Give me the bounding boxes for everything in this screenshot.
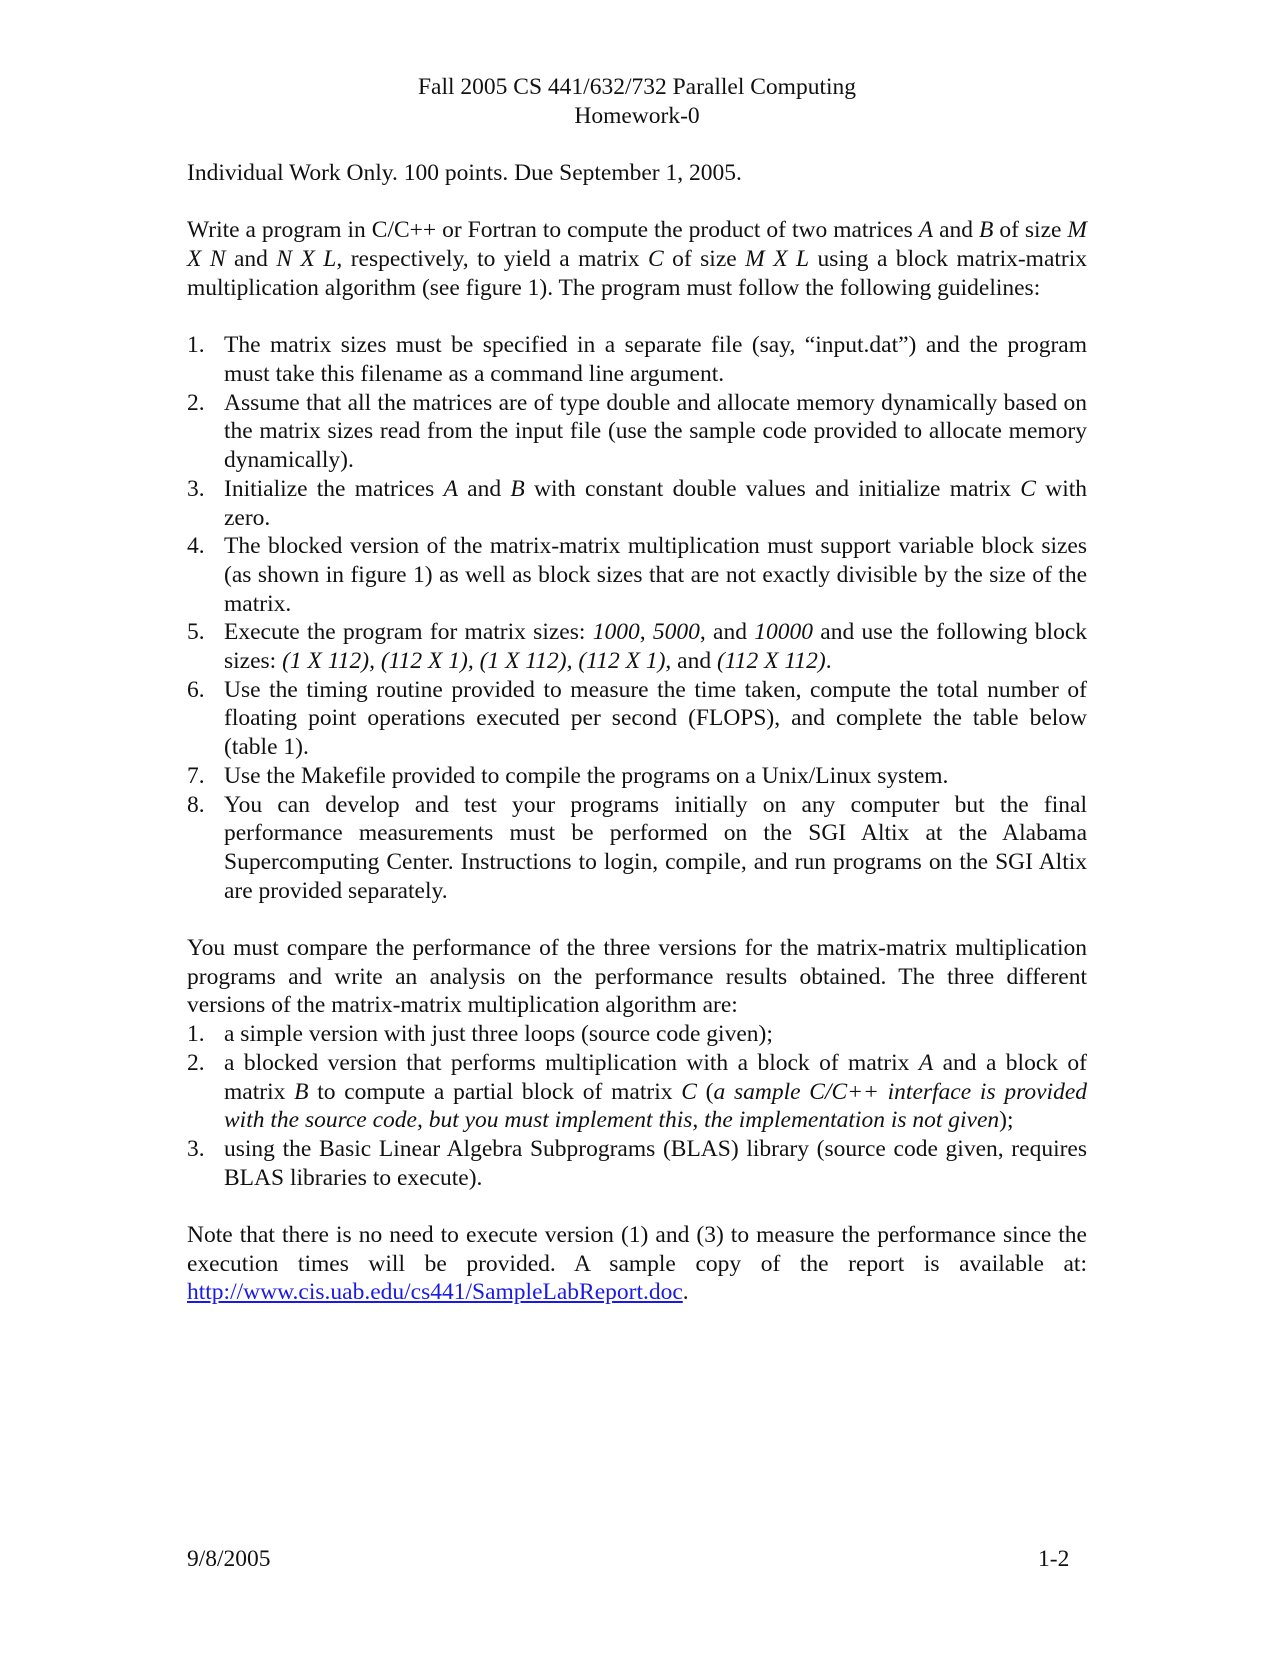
note-paragraph: Note that there is no need to execute version (1) and (3) to measure the performance since the execution times will be provided. A sample copy of the report is available at: http://www.cis.uab.edu/cs441/SampleLabReport.doc.: [187, 1222, 1087, 1306]
guideline-item: 5. Execute the program for matrix sizes: 1000, 5000, and 10000 and use the following block sizes: (1 X 112), (112 X 1), (1 X 112), (112 X 1), and (112 X 112).: [187, 619, 1088, 675]
course-title: Fall 2005 CS 441/632/732 Parallel Computing: [417, 74, 857, 100]
guideline-item: 2. Assume that all the matrices are of type double and allocate memory dynamically based on the matrix sizes read from the input file (use the sample code provided to allocate memory dynamically).: [187, 389, 1087, 474]
guideline-item: 1. The matrix sizes must be specified in a separate file (say, “input.dat”) and the program must take this filename as a command line argument.: [187, 332, 1087, 387]
footer-date: 9/8/2005: [187, 1546, 271, 1572]
guideline-item: 8. You can develop and test your programs initially on any computer but the final performance measurements must be performed on the SGI Altix at the Alabama Supercomputing Center. Instructions to login, compile, and run programs on the SGI Altix are provided separately.: [187, 791, 1087, 904]
version-item: 3. using the Basic Linear Algebra Subprograms (BLAS) library (source code given, requires BLAS libraries to execute).: [187, 1135, 1087, 1191]
version-item: 1. a simple version with just three loops (source code given);: [187, 1021, 773, 1048]
guideline-item: 4. The blocked version of the matrix-matrix multiplication must support variable block sizes (as shown in figure 1) as well as block sizes that are not exactly divisible by the size of the matrix.: [187, 533, 1087, 617]
guideline-item: 3. Initialize the matrices A and B with constant double values and initialize matrix C with zero.: [187, 475, 1088, 531]
sample-report-link[interactable]: http://www.cis.uab.edu/cs441/SampleLabReport.doc: [187, 1279, 683, 1306]
document-header: [187, 73, 1087, 130]
guidelines-list: [187, 331, 1087, 905]
task-paragraph: Write a program in C/C++ or Fortran to compute the product of two matrices A and B of size M X N and N X L, respectively, to yield a matrix C of size M X L using a block matrix-matrix multiplication algorithm (see figure 1). The program must follow the following guidelines:: [187, 217, 1088, 301]
document-page: [187, 73, 1087, 1307]
guideline-item: 6. Use the timing routine provided to measure the time taken, compute the total number of floating point operations executed per second (FLOPS), and complete the table below (table 1).: [187, 676, 1087, 761]
intro-line: Individual Work Only. 100 points. Due September 1, 2005.: [187, 160, 742, 187]
footer-page-number: 1-2: [1038, 1546, 1070, 1572]
compare-paragraph: You must compare the performance of the three versions for the matrix-matrix multiplication programs and write an analysis on the performance results obtained. The three different versions of the matrix-matrix multiplication algorithm are:: [187, 935, 1087, 1019]
homework-title: Homework-0: [574, 102, 700, 129]
guideline-item: 7. Use the Makefile provided to compile the programs on a Unix/Linux system.: [187, 762, 949, 789]
versions-list: [187, 1020, 1087, 1192]
version-item: 2. a blocked version that performs multiplication with a block of matrix A and a block of matrix B to compute a partial block of matrix C (a sample C/C++ interface is provided with the source code, but you must implement this, the implementation is not given);: [187, 1049, 1088, 1134]
